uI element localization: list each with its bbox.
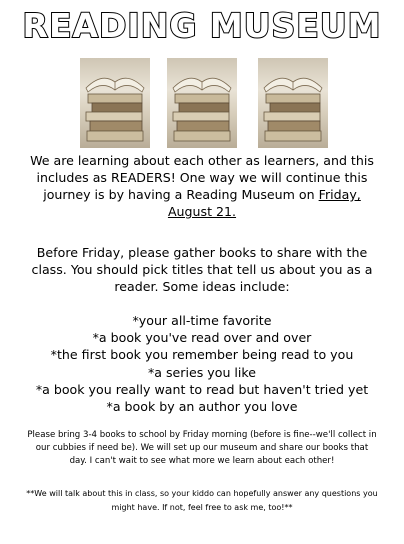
list-item: *your all-time favorite bbox=[132, 313, 272, 328]
list-item: *a book by an author you love bbox=[106, 399, 298, 415]
intro-text: We are learning about each other as learners, and this includes as READERS! One way we will continue this journey is by having a Reading Museum on bbox=[30, 153, 374, 202]
footer-note: **We will talk about this in class, so your kiddo can hopefully answer any questions you might have. If not, feel free to ask me, too!** bbox=[26, 489, 378, 512]
intro-paragraph bbox=[22, 152, 382, 220]
list-item: *a series you like bbox=[147, 364, 257, 380]
book-photos bbox=[0, 58, 404, 148]
instructions-paragraph: Before Friday, please gather books to share with the class. You should pick titles that tell us about you as a reader. Some ideas include: bbox=[31, 245, 373, 294]
list-item: *a book you've read over and over bbox=[92, 330, 312, 346]
books-stack-icon bbox=[167, 58, 237, 148]
books-stack-icon bbox=[80, 58, 150, 148]
list-item: *a book you really want to read but haven't tried yet bbox=[35, 381, 369, 397]
museum-date: Friday, August 21. bbox=[167, 187, 361, 219]
page-title: READING MUSEUM bbox=[22, 6, 382, 45]
list-item: *the first book you remember being read to you bbox=[50, 347, 354, 363]
books-stack-icon bbox=[258, 58, 328, 148]
ideas-list bbox=[0, 312, 404, 415]
bring-books-paragraph: Please bring 3-4 books to school by Friday morning (before is fine--we'll collect in our cubbies if need be). We will set up our museum and share our books that day. I can't wait to see what more we learn about each other! bbox=[27, 430, 377, 466]
